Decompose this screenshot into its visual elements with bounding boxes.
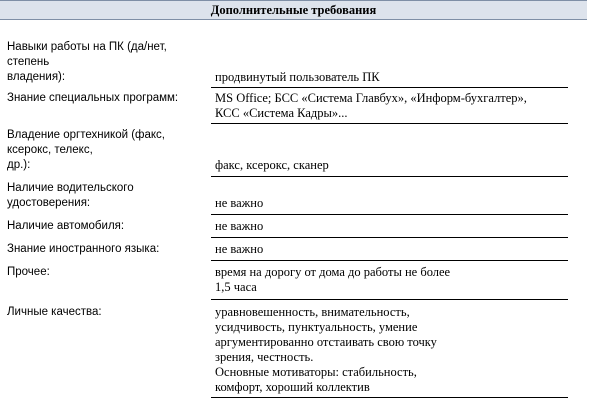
value-office-equipment [215,158,565,173]
label-office-equipment [7,128,197,173]
label-line: Прочее: [7,266,50,278]
label-drivers-license [7,181,197,211]
value-drivers-license [215,196,565,211]
label-line: Наличие автомобиля: [7,220,125,232]
value-line: MS Office; БСС «Система Главбух», «Информ-бухгалтер», [215,91,527,105]
value-line: комфорт, хороший коллектив [215,380,370,394]
label-line: Знание иностранного языка: [7,243,160,255]
divider [211,260,568,261]
label-line: Владение оргтехникой (факс, [7,129,166,141]
value-car [215,219,565,234]
label-line: др.): [7,159,31,171]
value-foreign-language [215,242,565,257]
divider [211,237,568,238]
label-line: Личные качества: [7,306,102,318]
label-line: владения): [7,71,66,83]
value-line: зрения, честность. [215,350,314,364]
label-car [7,219,197,234]
divider [211,176,568,177]
section-header [0,0,587,20]
value-line: Основные мотиваторы: стабильность, [215,365,417,379]
label-foreign-language [7,242,197,257]
value-line: не важно [215,242,264,256]
value-line: КСС «Система Кадры»... [215,106,348,120]
label-personal-qualities [7,305,197,320]
value-personal-qualities [215,305,565,395]
value-other [215,265,565,295]
value-line: 1,5 часа [215,280,257,294]
divider [211,123,568,124]
value-special-programs [215,91,565,121]
section-title: Дополнительные требования [210,3,377,17]
value-line: не важно [215,219,264,233]
divider [211,214,568,215]
value-line: аргументированно отстаивать свою точку [215,335,437,349]
value-line: продвинутый пользователь ПК [215,70,380,84]
label-pc-skills [7,40,197,85]
divider [211,299,568,300]
divider [211,397,568,398]
label-other [7,265,197,280]
value-line: усидчивость, пунктуальность, умение [215,320,418,334]
divider [211,87,568,88]
label-special-programs [7,91,197,106]
value-line: не важно [215,196,264,210]
value-line: время на дорогу от дома до работы не более [215,265,451,279]
label-line: удостоверения: [7,197,91,209]
value-line: факс, ксерокс, сканер [215,158,329,172]
value-pc-skills [215,70,565,85]
label-line: степень [7,56,50,68]
label-line: Навыки работы на ПК (да/нет, [7,41,167,53]
label-line: Наличие водительского [7,182,134,194]
label-line: ксерокс, телекс, [7,144,93,156]
label-line: Знание специальных программ: [7,92,179,104]
value-line: уравновешенность, внимательность, [215,305,410,319]
